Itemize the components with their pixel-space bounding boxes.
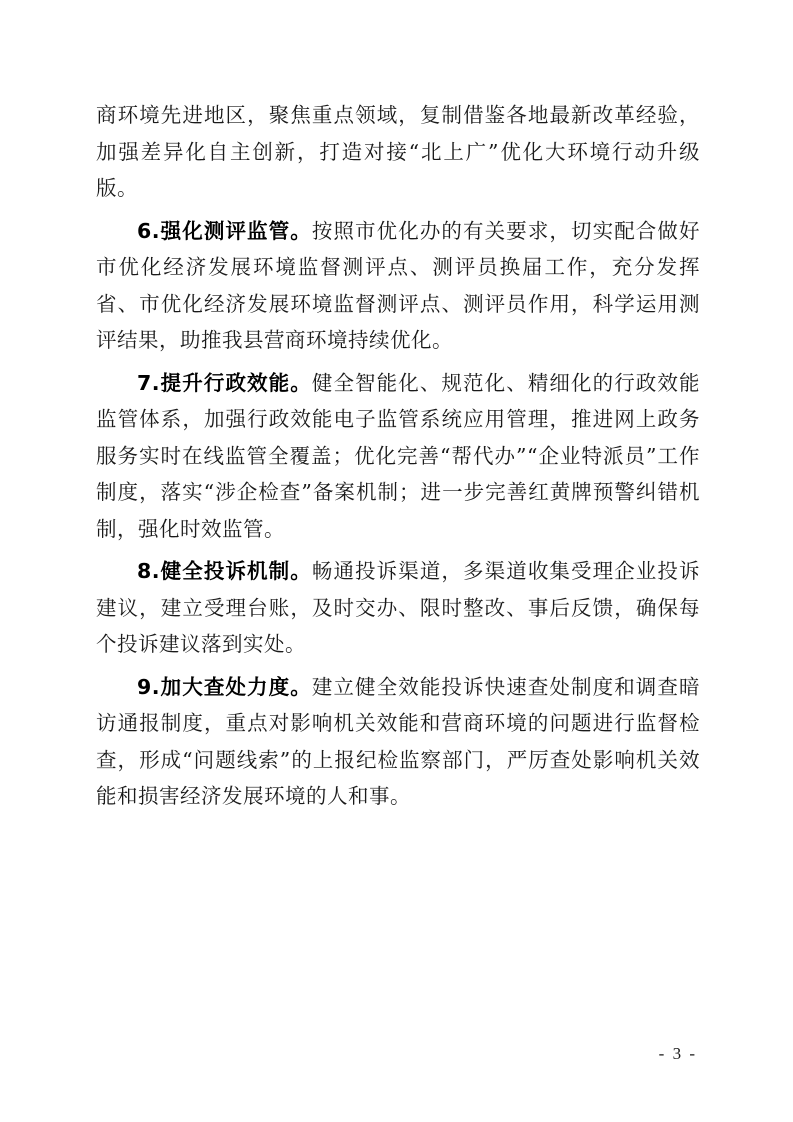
paragraph-item-8 <box>96 553 700 663</box>
paragraph-text: 建立健全效能投诉快速查处制度和调查暗访通报制度，重点对影响机关效能和营商环境的问题进行监督检查，形成“问题线索”的上报纪检监察部门，严厉查处影响机关效能和损害经济发展环境的人和事。 <box>96 674 701 808</box>
paragraph-continuation <box>96 97 700 207</box>
paragraph-heading: 6.强化测评监管。 <box>137 218 312 243</box>
paragraph-heading: 8.健全投诉机制。 <box>137 559 312 583</box>
paragraph-item-7 <box>96 365 700 548</box>
paragraph-text: 健全智能化、规范化、精细化的行政效能监管体系，加强行政效能电子监管系统应用管理，推进网上政务服务实时在线监管全覆盖；优化完善“帮代办”“企业特派员”工作制度，落实“涉企检查”备案机制；进一步完善红黄牌预警纠错机制，强化时效监管。 <box>96 370 701 541</box>
paragraph-text: 按照市优化办的有关要求，切实配合做好市优化经济发展环境监督测评点、测评员换届工作，充分发挥省、市优化经济发展环境监督测评点、测评员作用，科学运用测评结果，助推我县营商环境持续优化。 <box>96 218 701 352</box>
paragraph-item-9 <box>96 669 700 815</box>
paragraph-heading: 9.加大查处力度。 <box>137 674 312 699</box>
paragraph-text: 商环境先进地区，聚焦重点领域，复制借鉴各地最新改革经验，加强差异化自主创新，打造对接“北上广”优化大环境行动升级版。 <box>96 103 700 200</box>
paragraph-item-6 <box>96 213 700 359</box>
paragraph-text: 畅通投诉渠道，多渠道收集受理企业投诉建议，建立受理台账，及时交办、限时整改、事后反馈，确保每个投诉建议落到实处。 <box>96 559 701 656</box>
paragraph-heading: 7.提升行政效能。 <box>137 370 312 395</box>
page-number: - 3 - <box>658 1044 697 1063</box>
document-body <box>96 97 700 821</box>
